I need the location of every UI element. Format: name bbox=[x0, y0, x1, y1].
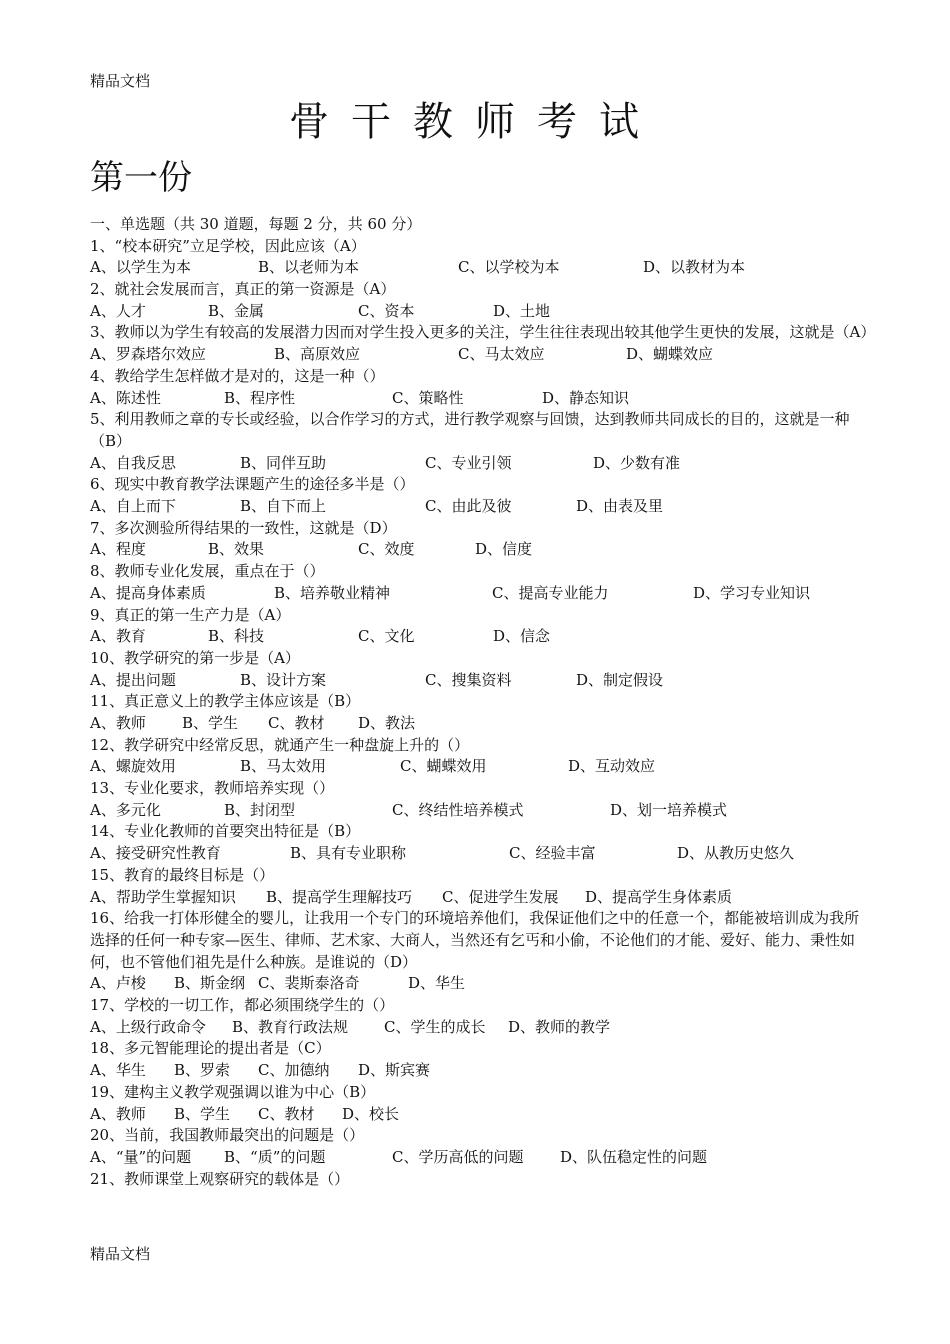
option-d: D、校长 bbox=[342, 1104, 400, 1123]
option-row bbox=[90, 1104, 870, 1126]
option-row bbox=[90, 344, 870, 366]
option-b: B、科技 bbox=[208, 627, 265, 646]
question-text: 12、教学研究中经常反思，就通产生一种盘旋上升的（） bbox=[90, 735, 470, 754]
option-a: A、帮助学生掌握知识 bbox=[90, 887, 236, 906]
option-a: A、陈述性 bbox=[90, 388, 161, 407]
question-text: 18、多元智能理论的提出者是（C） bbox=[90, 1039, 331, 1058]
option-a: A、罗森塔尔效应 bbox=[90, 345, 206, 364]
option-c: C、资本 bbox=[358, 301, 415, 320]
question-text: 13、专业化要求，教师培养实现（） bbox=[90, 779, 335, 798]
option-a: A、“量”的问题 bbox=[90, 1147, 192, 1166]
question-text: 16、给我一打体形健全的婴儿，让我用一个专门的环境培养他们，我保证他们之中的任意一个，都能被培训成为我所选择的任何一种专家—医生、律师、艺术家、大商人，当然还有乞丐和小偷，不论他们的才能、爱好、能力、秉性如何，也不管他们祖先是什么种族。是谁说的（D） bbox=[90, 909, 860, 971]
option-d: D、少数有准 bbox=[593, 453, 681, 472]
option-row bbox=[90, 583, 870, 605]
option-a: A、提出问题 bbox=[90, 670, 176, 689]
question-text: 1、“校本研究”立足学校，因此应该（A） bbox=[90, 236, 366, 255]
option-d: D、从教历史悠久 bbox=[677, 844, 795, 863]
option-a: A、教育 bbox=[90, 627, 146, 646]
option-c: C、教材 bbox=[268, 714, 325, 733]
question-text: 11、真正意义上的教学主体应该是（B） bbox=[90, 692, 361, 711]
option-a: A、人才 bbox=[90, 301, 146, 320]
option-row bbox=[90, 800, 870, 822]
option-b: B、具有专业职称 bbox=[290, 844, 407, 863]
option-a: A、以学生为本 bbox=[90, 258, 191, 277]
option-a: A、多元化 bbox=[90, 800, 161, 819]
option-b: B、以老师为本 bbox=[258, 258, 360, 277]
option-d: D、华生 bbox=[408, 974, 466, 993]
option-row bbox=[90, 887, 870, 909]
option-a: A、提高身体素质 bbox=[90, 583, 206, 602]
page-footer: 精品文档 bbox=[90, 1245, 151, 1263]
option-b: B、效果 bbox=[208, 540, 265, 559]
option-d: D、制定假设 bbox=[576, 670, 664, 689]
question-text: 4、教给学生怎样做才是对的，这是一种（） bbox=[90, 366, 385, 385]
option-row bbox=[90, 756, 870, 778]
option-d: D、队伍稳定性的问题 bbox=[560, 1147, 708, 1166]
section-heading: 一、单选题（共 30 道题，每题 2 分，共 60 分） bbox=[90, 215, 422, 233]
option-row bbox=[90, 1060, 870, 1082]
option-b: B、金属 bbox=[208, 301, 265, 320]
option-d: D、信度 bbox=[475, 540, 533, 559]
option-a: A、教师 bbox=[90, 714, 146, 733]
option-c: C、蝴蝶效用 bbox=[400, 757, 487, 776]
option-c: C、促进学生发展 bbox=[442, 887, 559, 906]
option-b: B、学生 bbox=[182, 714, 239, 733]
option-row bbox=[90, 843, 870, 865]
question-text: 17、学校的一切工作，都必须围绕学生的（） bbox=[90, 996, 395, 1015]
option-a: A、自上而下 bbox=[90, 497, 176, 516]
option-row bbox=[90, 670, 870, 692]
option-c: C、提高专业能力 bbox=[492, 583, 609, 602]
question-text: 5、利用教师之章的专长或经验，以合作学习的方式，进行教学观察与回馈，达到教师共同成长的目的，这就是一种（B） bbox=[90, 410, 850, 450]
option-b: B、罗索 bbox=[174, 1061, 231, 1080]
option-a: A、程度 bbox=[90, 540, 146, 559]
option-b: B、程序性 bbox=[224, 388, 296, 407]
option-row bbox=[90, 713, 870, 735]
option-row bbox=[90, 626, 870, 648]
option-c: C、裴斯泰洛奇 bbox=[258, 974, 360, 993]
option-row bbox=[90, 1147, 870, 1169]
option-a: A、螺旋效用 bbox=[90, 757, 176, 776]
option-c: C、搜集资料 bbox=[425, 670, 512, 689]
question-text: 19、建构主义教学观强调以谁为中心（B） bbox=[90, 1082, 376, 1101]
option-d: D、信念 bbox=[493, 627, 551, 646]
option-c: C、策略性 bbox=[392, 388, 464, 407]
question-text: 8、教师专业化发展，重点在于（） bbox=[90, 562, 325, 581]
option-c: C、以学校为本 bbox=[458, 258, 560, 277]
option-d: D、互动效应 bbox=[568, 757, 656, 776]
option-b: B、斯金纲 bbox=[174, 974, 246, 993]
option-d: D、以教材为本 bbox=[643, 258, 746, 277]
option-row bbox=[90, 1017, 870, 1039]
option-c: C、经验丰富 bbox=[509, 844, 596, 863]
option-row bbox=[90, 257, 870, 279]
option-row bbox=[90, 973, 870, 995]
option-a: A、自我反思 bbox=[90, 453, 176, 472]
option-d: D、提高学生身体素质 bbox=[585, 887, 733, 906]
option-c: C、终结性培养模式 bbox=[392, 800, 524, 819]
option-b: B、提高学生理解技巧 bbox=[266, 887, 413, 906]
option-row bbox=[90, 453, 870, 475]
document-title: 骨干教师考试 bbox=[289, 99, 661, 145]
option-row bbox=[90, 539, 870, 561]
option-c: C、马太效应 bbox=[458, 345, 545, 364]
option-d: D、斯宾赛 bbox=[358, 1061, 431, 1080]
option-b: B、教育行政法规 bbox=[232, 1017, 349, 1036]
option-d: D、教法 bbox=[358, 714, 416, 733]
option-a: A、上级行政命令 bbox=[90, 1017, 206, 1036]
option-b: B、马太效用 bbox=[240, 757, 327, 776]
question-text: 3、教师以为学生有较高的发展潜力因而对学生投入更多的关注，学生往往表现出较其他学生更快的发展，这就是（A） bbox=[90, 323, 876, 342]
option-a: A、接受研究性教育 bbox=[90, 844, 221, 863]
option-b: B、自下而上 bbox=[240, 497, 327, 516]
option-d: D、划一培养模式 bbox=[610, 800, 728, 819]
option-d: D、蝴蝶效应 bbox=[626, 345, 714, 364]
question-text: 20、当前，我国教师最突出的问题是（） bbox=[90, 1126, 365, 1145]
option-b: B、设计方案 bbox=[240, 670, 327, 689]
question-text: 6、现实中教育教学法课题产生的途径多半是（） bbox=[90, 475, 415, 494]
option-d: D、教师的教学 bbox=[508, 1017, 611, 1036]
question-list bbox=[90, 214, 876, 1190]
question-text: 21、教师课堂上观察研究的载体是（） bbox=[90, 1169, 350, 1188]
option-b: B、培养敬业精神 bbox=[274, 583, 391, 602]
question-text: 7、多次测验所得结果的一致性，这就是（D） bbox=[90, 518, 397, 537]
option-row bbox=[90, 496, 870, 518]
option-b: B、高原效应 bbox=[274, 345, 361, 364]
question-text: 9、真正的第一生产力是（A） bbox=[90, 605, 291, 624]
option-row bbox=[90, 388, 870, 410]
option-c: C、由此及彼 bbox=[425, 497, 512, 516]
question-text: 15、教育的最终目标是（） bbox=[90, 865, 275, 884]
question-text: 14、专业化教师的首要突出特征是（B） bbox=[90, 822, 361, 841]
option-c: C、加德纳 bbox=[258, 1061, 330, 1080]
question-text: 2、就社会发展而言，真正的第一资源是（A） bbox=[90, 280, 396, 299]
option-c: C、文化 bbox=[358, 627, 415, 646]
question-text: 10、教学研究的第一步是（A） bbox=[90, 648, 300, 667]
option-a: A、卢梭 bbox=[90, 974, 146, 993]
option-a: A、教师 bbox=[90, 1104, 146, 1123]
option-c: C、专业引领 bbox=[425, 453, 512, 472]
option-b: B、封闭型 bbox=[224, 800, 296, 819]
option-b: B、同伴互助 bbox=[240, 453, 327, 472]
option-d: D、静态知识 bbox=[542, 388, 630, 407]
page-header: 精品文档 bbox=[90, 72, 151, 90]
option-d: D、土地 bbox=[493, 301, 551, 320]
option-b: B、学生 bbox=[174, 1104, 231, 1123]
option-c: C、教材 bbox=[258, 1104, 315, 1123]
document-subtitle: 第一份 bbox=[90, 158, 192, 198]
option-b: B、“质”的问题 bbox=[224, 1147, 326, 1166]
option-a: A、华生 bbox=[90, 1061, 146, 1080]
option-d: D、由表及里 bbox=[576, 497, 664, 516]
option-d: D、学习专业知识 bbox=[693, 583, 811, 602]
option-c: C、学历高低的问题 bbox=[392, 1147, 524, 1166]
option-c: C、学生的成长 bbox=[384, 1017, 486, 1036]
option-c: C、效度 bbox=[358, 540, 415, 559]
option-row bbox=[90, 301, 870, 323]
